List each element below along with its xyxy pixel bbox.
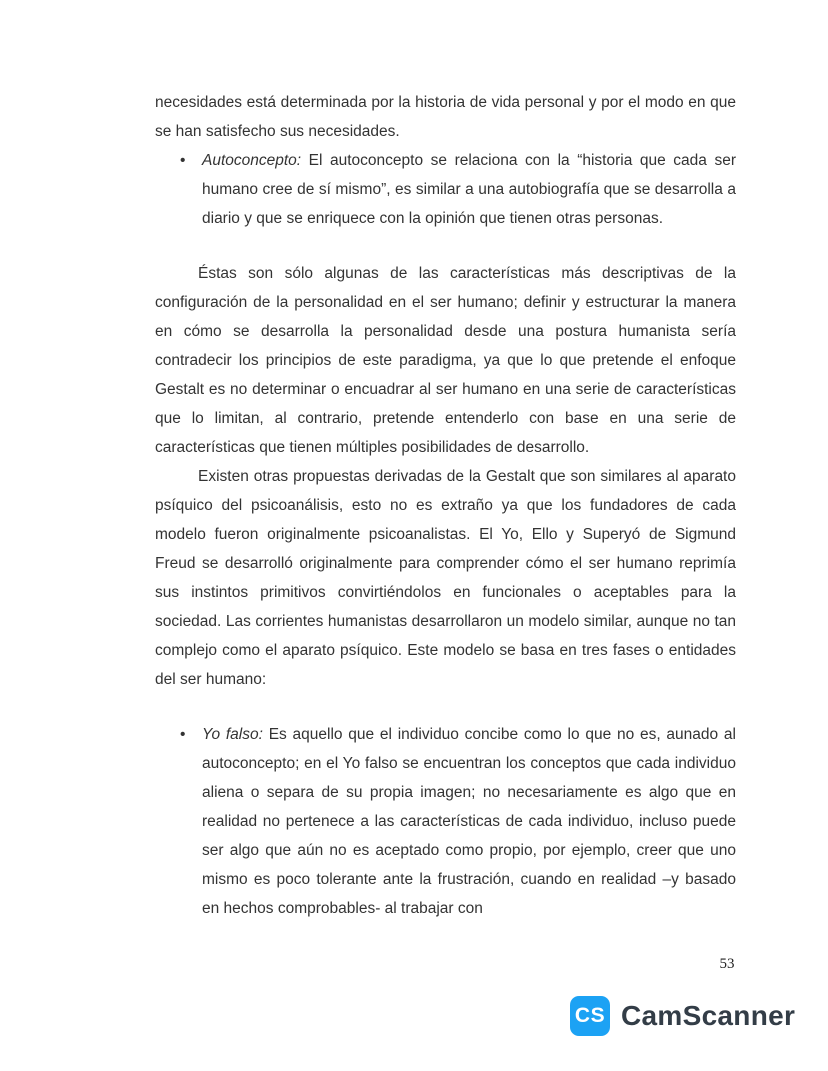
bullet-term-yo-falso: Yo falso: [202,726,263,743]
camscanner-logo-text: CS [574,1004,606,1027]
paragraph-continuation: necesidades está determinada por la historia de vida personal y por el modo en que se han satisfecho sus necesidades. [155,94,736,140]
bullet-item-yo-falso [155,720,736,923]
bullet-body-yo-falso: Es aquello que el individuo concibe como lo que no es, aunado al autoconcepto; en el Yo falso se encuentran los conceptos que cada individuo aliena o separa de su propia imagen; no necesariamente es algo que en realidad no pertenece a las características de cada individuo, incluso puede ser algo que aún no es aceptado como propio, por ejemplo, creer que uno mismo es poco tolerante ante la frustración, cuando en realidad –y basado en hechos comprobables- al trabajar con [202,726,736,917]
camscanner-brand: CamScanner [621,1000,796,1031]
bullet-text [202,146,736,233]
bullet-text [202,720,736,923]
bullet-icon [180,720,185,749]
camscanner-logo-icon [570,996,610,1036]
page-number: 53 [719,956,735,972]
bullet-term-autoconcepto: Autoconcepto: [202,152,302,169]
document-content [155,88,736,923]
paragraph-caracteristicas: Éstas son sólo algunas de las características más descriptivas de la configuración de la personalidad en el ser humano; definir y estructurar la manera en cómo se desarrolla la personalidad desde una postura humanista sería contradecir los principios de este paradigma, ya que lo que pretende el enfoque Gestalt es no determinar o encuadrar al ser humano en una serie de características que lo limitan, al contrario, pretende entenderlo con base en una serie de características que tienen múltiples posibilidades de desarrollo. [155,265,736,456]
bullet-body-autoconcepto: El autoconcepto se relaciona con la “historia que cada ser humano cree de sí mismo”, es similar a una autobiografía que se desarrolla a diario y que se enriquece con la opinión que tienen otras personas. [202,152,736,227]
camscanner-watermark [570,996,795,1036]
paragraph-propuestas-gestalt: Existen otras propuestas derivadas de la Gestalt que son similares al aparato psíquico del psicoanálisis, esto no es extraño ya que los fundadores de cada modelo fueron originalmente psicoanalistas. El Yo, Ello y Superyó de Sigmund Freud se desarrolló originalmente para comprender cómo el ser humano reprimía sus instintos primitivos convirtiéndolos en funcionales o aceptables para la sociedad. Las corrientes humanistas desarrollaron un modelo similar, aunque no tan complejo como el aparato psíquico. Este modelo se basa en tres fases o entidades del ser humano: [155,468,736,688]
bullet-item-autoconcepto [155,146,736,233]
bullet-icon [180,146,185,175]
